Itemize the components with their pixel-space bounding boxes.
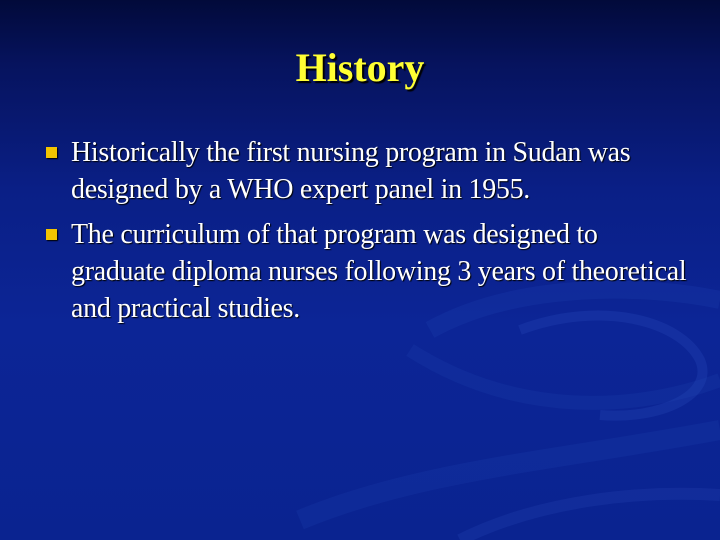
bullet-text: Historically the first nursing program in Sudan was designed by a WHO expert panel in 1955. xyxy=(71,137,631,205)
bullet-list xyxy=(40,134,690,335)
bullet-item xyxy=(40,134,690,208)
square-bullet-icon xyxy=(46,147,57,158)
slide-title: History xyxy=(295,45,425,90)
square-bullet-icon xyxy=(46,229,57,240)
bullet-item xyxy=(40,216,690,327)
bullet-text: The curriculum of that program was designed to graduate diploma nurses following 3 years of theoretical and practical studies. xyxy=(71,219,687,324)
